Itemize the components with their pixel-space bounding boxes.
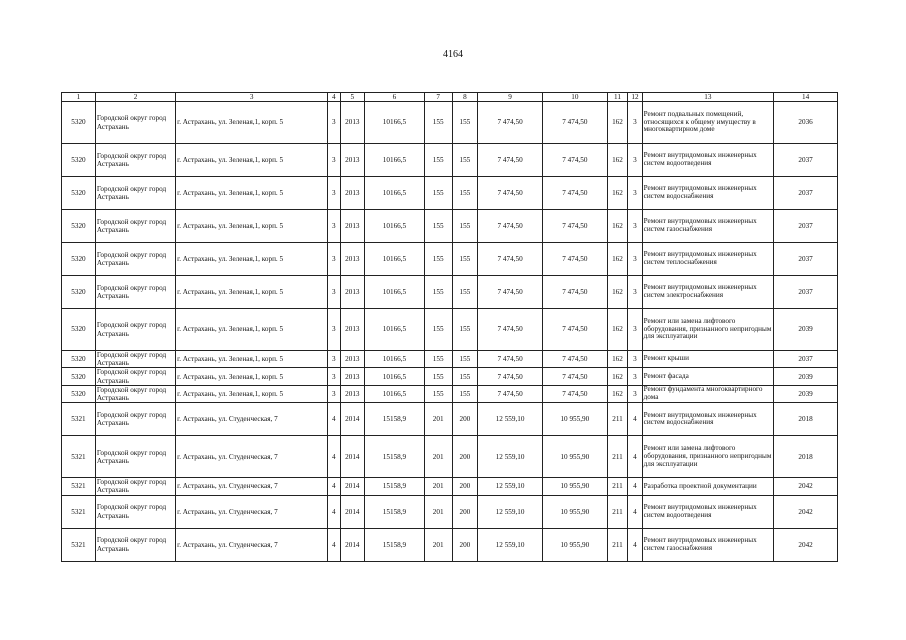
table-row: [62, 403, 838, 436]
cell-col-7: 155: [424, 385, 452, 402]
cell-year: 2013: [340, 144, 365, 177]
cell-col-12: 4: [628, 403, 642, 436]
cell-col-10: 7 474,50: [542, 177, 607, 210]
cell-planned-year: 2037: [774, 243, 838, 276]
table-row: [62, 436, 838, 478]
cell-col-7: 155: [424, 276, 452, 309]
cell-planned-year: 2036: [774, 102, 838, 144]
cell-object-number: 5321: [62, 528, 96, 561]
cell-address: г. Астрахань, ул. Студенческая, 7: [176, 436, 328, 478]
cell-object-number: 5321: [62, 403, 96, 436]
cell-area: 15158,9: [365, 436, 425, 478]
cell-municipality: Городской округ город Астрахань: [95, 210, 175, 243]
table-row: [62, 385, 838, 402]
cell-municipality: Городской округ город Астрахань: [95, 243, 175, 276]
cell-area: 15158,9: [365, 403, 425, 436]
cell-object-number: 5320: [62, 309, 96, 351]
cell-col-7: 155: [424, 144, 452, 177]
cell-col-11: 162: [607, 309, 628, 351]
cell-col-4: 3: [328, 276, 340, 309]
cell-area: 10166,5: [365, 177, 425, 210]
cell-address: г. Астрахань, ул. Студенческая, 7: [176, 478, 328, 495]
cell-col-9: 7 474,50: [478, 102, 543, 144]
cell-col-10: 7 474,50: [542, 210, 607, 243]
cell-address: г. Астрахань, ул. Зеленая,1, корп. 5: [176, 243, 328, 276]
cell-year: 2013: [340, 243, 365, 276]
cell-planned-year: 2037: [774, 177, 838, 210]
column-header: 6: [365, 93, 425, 102]
cell-col-9: 7 474,50: [478, 210, 543, 243]
cell-municipality: Городской округ город Астрахань: [95, 478, 175, 495]
cell-object-number: 5321: [62, 495, 96, 528]
column-header: 10: [542, 93, 607, 102]
column-header: 13: [642, 93, 774, 102]
cell-work-type: Ремонт фасада: [642, 368, 774, 385]
column-header: 11: [607, 93, 628, 102]
column-header: 5: [340, 93, 365, 102]
table-row: [62, 351, 838, 368]
cell-planned-year: 2039: [774, 309, 838, 351]
cell-col-7: 201: [424, 403, 452, 436]
cell-col-8: 200: [452, 495, 478, 528]
cell-object-number: 5320: [62, 276, 96, 309]
cell-col-8: 155: [452, 243, 478, 276]
cell-year: 2013: [340, 276, 365, 309]
cell-municipality: Городской округ город Астрахань: [95, 403, 175, 436]
cell-object-number: 5321: [62, 436, 96, 478]
cell-col-8: 155: [452, 210, 478, 243]
cell-area: 10166,5: [365, 351, 425, 368]
cell-object-number: 5320: [62, 351, 96, 368]
table-row: [62, 528, 838, 561]
cell-year: 2013: [340, 385, 365, 402]
cell-col-10: 7 474,50: [542, 102, 607, 144]
cell-col-7: 155: [424, 243, 452, 276]
column-header: 2: [95, 93, 175, 102]
cell-col-7: 155: [424, 210, 452, 243]
cell-area: 10166,5: [365, 368, 425, 385]
cell-work-type: Ремонт внутридомовых инженерных систем газоснабжения: [642, 210, 774, 243]
cell-col-4: 4: [328, 403, 340, 436]
cell-col-9: 7 474,50: [478, 177, 543, 210]
cell-year: 2014: [340, 403, 365, 436]
cell-object-number: 5320: [62, 210, 96, 243]
cell-col-7: 201: [424, 478, 452, 495]
cell-col-4: 3: [328, 210, 340, 243]
cell-planned-year: 2042: [774, 528, 838, 561]
cell-municipality: Городской округ город Астрахань: [95, 102, 175, 144]
cell-col-4: 3: [328, 177, 340, 210]
cell-col-12: 3: [628, 385, 642, 402]
cell-planned-year: 2018: [774, 403, 838, 436]
cell-area: 10166,5: [365, 385, 425, 402]
cell-col-11: 211: [607, 495, 628, 528]
cell-year: 2013: [340, 210, 365, 243]
cell-col-10: 10 955,90: [542, 478, 607, 495]
cell-col-11: 162: [607, 144, 628, 177]
cell-col-8: 155: [452, 144, 478, 177]
cell-work-type: Ремонт внутридомовых инженерных систем водоснабжения: [642, 403, 774, 436]
cell-col-9: 12 559,10: [478, 403, 543, 436]
cell-col-12: 3: [628, 177, 642, 210]
table-row: [62, 210, 838, 243]
table-row: [62, 177, 838, 210]
cell-year: 2013: [340, 309, 365, 351]
cell-address: г. Астрахань, ул. Зеленая,1, корп. 5: [176, 351, 328, 368]
cell-col-11: 162: [607, 351, 628, 368]
cell-col-11: 162: [607, 385, 628, 402]
cell-object-number: 5321: [62, 478, 96, 495]
cell-area: 10166,5: [365, 144, 425, 177]
cell-planned-year: 2018: [774, 436, 838, 478]
cell-col-8: 200: [452, 436, 478, 478]
cell-col-9: 7 474,50: [478, 243, 543, 276]
cell-col-10: 10 955,90: [542, 495, 607, 528]
cell-col-12: 3: [628, 144, 642, 177]
cell-work-type: Ремонт внутридомовых инженерных систем водоотведения: [642, 495, 774, 528]
cell-object-number: 5320: [62, 144, 96, 177]
cell-col-11: 162: [607, 243, 628, 276]
cell-col-10: 10 955,90: [542, 403, 607, 436]
cell-work-type: Ремонт внутридомовых инженерных систем теплоснабжения: [642, 243, 774, 276]
cell-address: г. Астрахань, ул. Зеленая,1, корп. 5: [176, 385, 328, 402]
cell-col-8: 200: [452, 528, 478, 561]
cell-address: г. Астрахань, ул. Зеленая,1, корп. 5: [176, 144, 328, 177]
cell-municipality: Городской округ город Астрахань: [95, 385, 175, 402]
cell-col-7: 201: [424, 436, 452, 478]
cell-area: 10166,5: [365, 309, 425, 351]
cell-municipality: Городской округ город Астрахань: [95, 177, 175, 210]
cell-planned-year: 2039: [774, 368, 838, 385]
cell-municipality: Городской округ город Астрахань: [95, 276, 175, 309]
cell-col-7: 155: [424, 102, 452, 144]
cell-address: г. Астрахань, ул. Зеленая,1, корп. 5: [176, 368, 328, 385]
registry-table: [61, 92, 838, 562]
cell-col-9: 7 474,50: [478, 385, 543, 402]
cell-col-11: 162: [607, 276, 628, 309]
cell-planned-year: 2037: [774, 210, 838, 243]
cell-year: 2013: [340, 351, 365, 368]
cell-year: 2014: [340, 528, 365, 561]
table-row: [62, 144, 838, 177]
cell-year: 2014: [340, 495, 365, 528]
table-body: [62, 102, 838, 562]
column-header: 7: [424, 93, 452, 102]
cell-col-9: 7 474,50: [478, 276, 543, 309]
cell-col-8: 155: [452, 177, 478, 210]
cell-col-10: 10 955,90: [542, 528, 607, 561]
cell-col-12: 4: [628, 436, 642, 478]
column-header: 14: [774, 93, 838, 102]
table-row: [62, 309, 838, 351]
cell-planned-year: 2037: [774, 276, 838, 309]
cell-col-12: 3: [628, 351, 642, 368]
cell-col-11: 211: [607, 478, 628, 495]
cell-col-12: 3: [628, 243, 642, 276]
cell-col-12: 4: [628, 478, 642, 495]
cell-planned-year: 2037: [774, 351, 838, 368]
cell-col-4: 4: [328, 495, 340, 528]
cell-col-7: 155: [424, 351, 452, 368]
cell-col-10: 7 474,50: [542, 276, 607, 309]
cell-object-number: 5320: [62, 102, 96, 144]
table-row: [62, 243, 838, 276]
cell-address: г. Астрахань, ул. Зеленая,1, корп. 5: [176, 177, 328, 210]
cell-col-9: 7 474,50: [478, 351, 543, 368]
cell-work-type: Ремонт или замена лифтового оборудования, признанного непригодным для эксплуатации: [642, 436, 774, 478]
table-row: [62, 478, 838, 495]
cell-work-type: Разработка проектной документации: [642, 478, 774, 495]
cell-address: г. Астрахань, ул. Зеленая,1, корп. 5: [176, 309, 328, 351]
cell-work-type: Ремонт фундамента многоквартирного дома: [642, 385, 774, 402]
cell-col-8: 155: [452, 351, 478, 368]
cell-work-type: Ремонт внутридомовых инженерных систем водоснабжения: [642, 177, 774, 210]
cell-col-9: 7 474,50: [478, 144, 543, 177]
cell-planned-year: 2042: [774, 495, 838, 528]
table-row: [62, 276, 838, 309]
cell-col-4: 3: [328, 309, 340, 351]
cell-col-11: 211: [607, 436, 628, 478]
cell-col-9: 12 559,10: [478, 436, 543, 478]
cell-col-11: 162: [607, 102, 628, 144]
cell-col-4: 4: [328, 478, 340, 495]
cell-planned-year: 2042: [774, 478, 838, 495]
cell-area: 10166,5: [365, 102, 425, 144]
cell-area: 15158,9: [365, 495, 425, 528]
cell-year: 2013: [340, 177, 365, 210]
cell-work-type: Ремонт подвальных помещений, относящихся к общему имуществу в многоквартирном доме: [642, 102, 774, 144]
cell-address: г. Астрахань, ул. Зеленая,1, корп. 5: [176, 210, 328, 243]
column-header: 12: [628, 93, 642, 102]
cell-col-7: 201: [424, 528, 452, 561]
cell-col-12: 3: [628, 368, 642, 385]
cell-work-type: Ремонт внутридомовых инженерных систем электроснабжения: [642, 276, 774, 309]
cell-col-8: 200: [452, 403, 478, 436]
cell-col-9: 12 559,10: [478, 495, 543, 528]
cell-address: г. Астрахань, ул. Студенческая, 7: [176, 528, 328, 561]
cell-municipality: Городской округ город Астрахань: [95, 144, 175, 177]
cell-col-8: 155: [452, 276, 478, 309]
cell-col-11: 162: [607, 368, 628, 385]
cell-col-9: 7 474,50: [478, 309, 543, 351]
cell-municipality: Городской округ город Астрахань: [95, 528, 175, 561]
cell-col-4: 4: [328, 528, 340, 561]
cell-address: г. Астрахань, ул. Зеленая,1, корп. 5: [176, 276, 328, 309]
cell-year: 2014: [340, 478, 365, 495]
cell-col-10: 7 474,50: [542, 243, 607, 276]
cell-col-7: 155: [424, 309, 452, 351]
cell-object-number: 5320: [62, 385, 96, 402]
cell-col-7: 201: [424, 495, 452, 528]
cell-work-type: Ремонт внутридомовых инженерных систем газоснабжения: [642, 528, 774, 561]
cell-col-4: 3: [328, 385, 340, 402]
cell-col-4: 3: [328, 351, 340, 368]
cell-col-11: 211: [607, 528, 628, 561]
cell-col-12: 3: [628, 210, 642, 243]
cell-col-4: 3: [328, 144, 340, 177]
cell-col-12: 3: [628, 276, 642, 309]
column-header: 8: [452, 93, 478, 102]
table-row: [62, 368, 838, 385]
cell-object-number: 5320: [62, 177, 96, 210]
cell-municipality: Городской округ город Астрахань: [95, 495, 175, 528]
cell-col-7: 155: [424, 368, 452, 385]
cell-col-10: 7 474,50: [542, 309, 607, 351]
cell-col-10: 7 474,50: [542, 368, 607, 385]
column-header: 4: [328, 93, 340, 102]
cell-address: г. Астрахань, ул. Студенческая, 7: [176, 403, 328, 436]
cell-object-number: 5320: [62, 243, 96, 276]
cell-object-number: 5320: [62, 368, 96, 385]
cell-col-8: 155: [452, 309, 478, 351]
cell-col-4: 3: [328, 368, 340, 385]
cell-col-4: 4: [328, 436, 340, 478]
cell-address: г. Астрахань, ул. Студенческая, 7: [176, 495, 328, 528]
cell-year: 2013: [340, 368, 365, 385]
cell-municipality: Городской округ город Астрахань: [95, 309, 175, 351]
cell-municipality: Городской округ город Астрахань: [95, 436, 175, 478]
cell-work-type: Ремонт крыши: [642, 351, 774, 368]
cell-col-4: 3: [328, 102, 340, 144]
cell-work-type: Ремонт или замена лифтового оборудования, признанного непригодным для эксплуатации: [642, 309, 774, 351]
cell-municipality: Городской округ город Астрахань: [95, 368, 175, 385]
cell-work-type: Ремонт внутридомовых инженерных систем водоотведения: [642, 144, 774, 177]
cell-area: 10166,5: [365, 210, 425, 243]
cell-col-7: 155: [424, 177, 452, 210]
table-header-row: [62, 93, 838, 102]
cell-address: г. Астрахань, ул. Зеленая,1, корп. 5: [176, 102, 328, 144]
cell-col-11: 162: [607, 210, 628, 243]
cell-col-8: 155: [452, 102, 478, 144]
cell-year: 2014: [340, 436, 365, 478]
cell-col-8: 155: [452, 368, 478, 385]
cell-col-12: 3: [628, 102, 642, 144]
cell-year: 2013: [340, 102, 365, 144]
page-number: 4164: [443, 49, 463, 60]
cell-col-9: 12 559,10: [478, 478, 543, 495]
column-header: 9: [478, 93, 543, 102]
cell-area: 10166,5: [365, 243, 425, 276]
cell-col-10: 10 955,90: [542, 436, 607, 478]
cell-col-12: 3: [628, 309, 642, 351]
cell-col-11: 211: [607, 403, 628, 436]
column-header: 1: [62, 93, 96, 102]
cell-col-9: 12 559,10: [478, 528, 543, 561]
cell-col-8: 155: [452, 385, 478, 402]
cell-col-10: 7 474,50: [542, 385, 607, 402]
cell-area: 15158,9: [365, 478, 425, 495]
cell-area: 10166,5: [365, 276, 425, 309]
column-header: 3: [176, 93, 328, 102]
cell-col-10: 7 474,50: [542, 351, 607, 368]
cell-col-12: 4: [628, 528, 642, 561]
cell-col-11: 162: [607, 177, 628, 210]
cell-municipality: Городской округ город Астрахань: [95, 351, 175, 368]
table-row: [62, 102, 838, 144]
cell-area: 15158,9: [365, 528, 425, 561]
cell-col-9: 7 474,50: [478, 368, 543, 385]
cell-col-8: 200: [452, 478, 478, 495]
table-row: [62, 495, 838, 528]
cell-col-4: 3: [328, 243, 340, 276]
cell-col-12: 4: [628, 495, 642, 528]
cell-planned-year: 2039: [774, 385, 838, 402]
cell-col-10: 7 474,50: [542, 144, 607, 177]
cell-planned-year: 2037: [774, 144, 838, 177]
